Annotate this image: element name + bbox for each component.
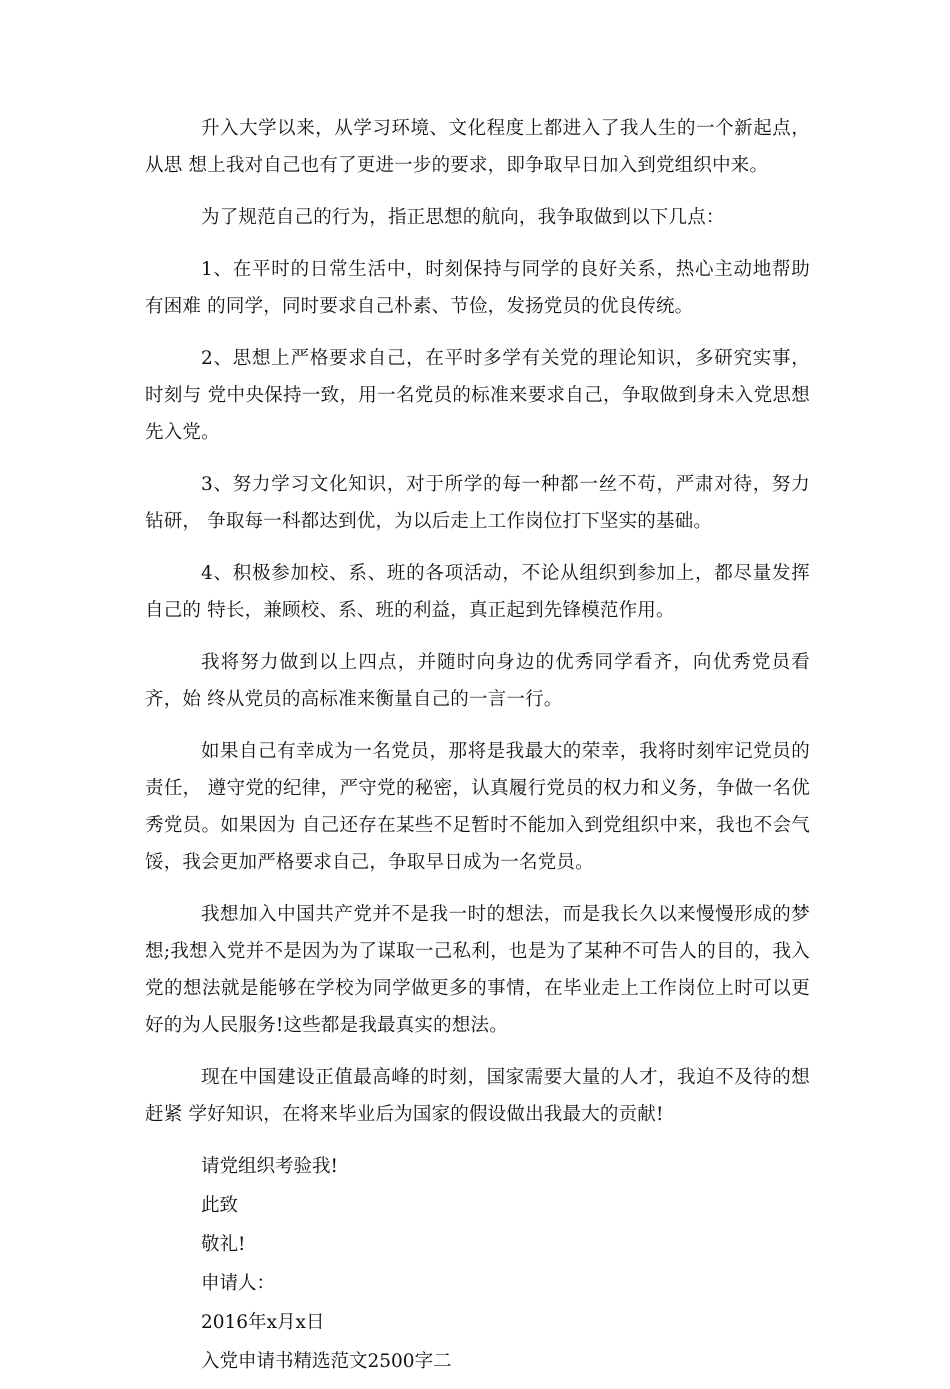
next-section-title: 入党申请书精选范文2500字二	[201, 1351, 452, 1372]
paragraph-point-3: 3、努力学习文化知识，对于所学的每一种都一丝不苟，严肃对待，努力钻研， 争取每一科都达到优，为以后走上工作岗位打下坚实的基础。	[145, 474, 810, 532]
document-body	[145, 110, 810, 1389]
paragraph-point-2: 2、思想上严格要求自己，在平时多学有关党的理论知识，多研究实事，时刻与 党中央保持一致，用一名党员的标准来要求自己，争取做到身未入党思想先入党。	[145, 348, 810, 443]
closing-salutation-2: 敬礼!	[201, 1234, 246, 1255]
paragraph-intro: 升入大学以来，从学习环境、文化程度上都进入了我人生的一个新起点，从思 想上我对自己也有了更进一步的要求，即争取早日加入到党组织中来。	[145, 118, 810, 176]
paragraph-commitment: 我将努力做到以上四点，并随时向身边的优秀同学看齐，向优秀党员看齐，始 终从党员的高标准来衡量自己的一言一行。	[145, 652, 810, 710]
application-date: 2016年x月x日	[201, 1312, 325, 1333]
paragraph-goals-intro: 为了规范自己的行为，指正思想的航向，我争取做到以下几点：	[201, 207, 725, 228]
paragraph-membership: 如果自己有幸成为一名党员，那将是我最大的荣幸，我将时刻牢记党员的责任， 遵守党的纪律，严守党的秘密，认真履行党员的权力和义务，争做一名优秀党员。如果因为 自己还存在某些不足暂时不能加入到党组织中来，我也不会气馁，我会更加严格要求自己，争取早日成为一名党员。	[145, 741, 810, 873]
closing-salutation-1: 此致	[201, 1195, 239, 1216]
closing-request: 请党组织考验我!	[201, 1156, 338, 1177]
paragraph-motivation: 我想加入中国共产党并不是我一时的想法，而是我长久以来慢慢形成的梦想;我想入党并不是因为为了谋取一己私利，也是为了某种不可告人的目的，我入党的想法就是能够在学校为同学做更多的事情，在毕业走上工作岗位上时可以更好的为人民服务!这些都是我最真实的想法。	[145, 904, 810, 1036]
applicant-label: 申请人：	[201, 1273, 276, 1294]
paragraph-point-4: 4、积极参加校、系、班的各项活动，不论从组织到参加上，都尽量发挥自己的 特长，兼顾校、系、班的利益，真正起到先锋模范作用。	[145, 563, 810, 621]
paragraph-point-1: 1、在平时的日常生活中，时刻保持与同学的良好关系，热心主动地帮助有困难 的同学，同时要求自己朴素、节俭，发扬党员的优良传统。	[145, 259, 810, 317]
paragraph-contribution: 现在中国建设正值最高峰的时刻，国家需要大量的人才，我迫不及待的想赶紧 学好知识，在将来毕业后为国家的假设做出我最大的贡献!	[145, 1067, 810, 1125]
